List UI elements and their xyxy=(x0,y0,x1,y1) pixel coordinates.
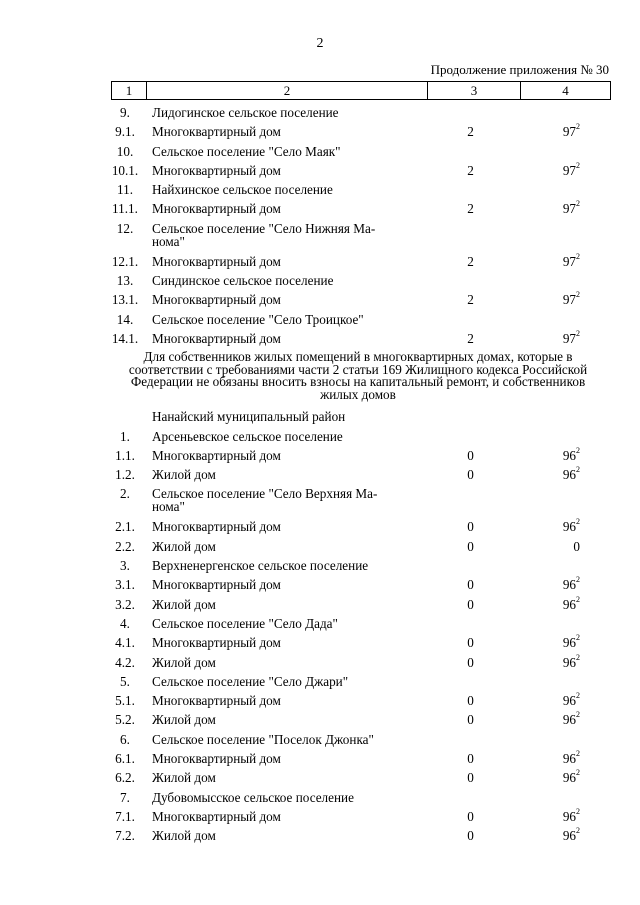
footnote-mark: 2 xyxy=(576,251,580,261)
row-col-4-text: 96 xyxy=(562,654,576,670)
row-name xyxy=(152,556,417,575)
row-name-text: Верхненергенское сельское поселение xyxy=(152,558,369,574)
row-number-text: 13.1. xyxy=(111,292,139,308)
row-col-4-text: 97 xyxy=(562,201,576,217)
row-name xyxy=(152,310,417,329)
row-name-text: Многоквартирный дом xyxy=(152,162,281,178)
row-number-text: 2. xyxy=(120,486,130,502)
row-name-text: Сельское поселение "Село Джари" xyxy=(152,673,349,689)
header-col-2: 2 xyxy=(146,82,427,99)
row-col-3-text: 0 xyxy=(467,519,474,535)
table-body xyxy=(0,103,640,846)
row-name xyxy=(152,807,417,826)
footnote-mark: 2 xyxy=(576,122,580,132)
row-name xyxy=(152,407,452,426)
row-name xyxy=(152,691,417,710)
row-col-4-text: 96 xyxy=(562,596,576,612)
row-name xyxy=(152,595,417,614)
row-col-3-text: 0 xyxy=(467,693,474,709)
row-col-3-text: 2 xyxy=(467,201,474,217)
row-name-text: Жилой дом xyxy=(152,828,216,844)
row-name xyxy=(152,465,417,484)
row-number-text: 1.1. xyxy=(115,447,135,463)
row-name xyxy=(152,710,417,729)
row-name-text: Многоквартирный дом xyxy=(152,635,281,651)
row-name xyxy=(152,768,417,787)
footnote-mark: 2 xyxy=(576,652,580,662)
footnote-mark: 2 xyxy=(576,199,580,209)
row-col-4 xyxy=(517,161,580,180)
row-number xyxy=(105,199,145,218)
row-name-text: Многоквартирный дом xyxy=(152,330,281,346)
row-name xyxy=(152,633,417,652)
row-number xyxy=(105,517,145,536)
table-row xyxy=(0,329,640,348)
row-col-4 xyxy=(517,691,580,710)
table-row xyxy=(0,730,640,749)
row-col-4-text: 96 xyxy=(562,577,576,593)
row-number-text: 6. xyxy=(120,731,130,747)
row-col-4-text: 97 xyxy=(562,162,576,178)
row-name xyxy=(152,329,417,348)
row-name xyxy=(152,290,417,309)
row-number-text: 14. xyxy=(116,311,134,327)
row-col-3 xyxy=(424,122,517,141)
row-col-3 xyxy=(424,199,517,218)
row-name-text: Сельское поселение "Село Дада" xyxy=(152,615,338,631)
table-row xyxy=(0,826,640,845)
row-name-text: Сельское поселение "Поселок Джонка" xyxy=(152,731,374,747)
row-number-text: 14.1. xyxy=(111,330,139,346)
table-row xyxy=(0,465,640,484)
row-number xyxy=(105,219,145,238)
row-col-3-text: 0 xyxy=(467,447,474,463)
row-name-text: Жилой дом xyxy=(152,712,216,728)
table-row xyxy=(0,407,640,426)
row-number-text: 1.2. xyxy=(115,467,135,483)
row-col-3 xyxy=(424,517,517,536)
section-note: Для собственников жилых помещений в многоквартирных домах, которые в соответствии с требованиями части 2 статьи 169 Жилищного кодекса Российской Федерации не обязаны вносить взносы на капитальный ремонт, и собственников жилых домов xyxy=(128,349,588,402)
row-number-text: 12. xyxy=(116,220,134,236)
table-row xyxy=(0,595,640,614)
row-name-text: Дубовомысское сельское поселение xyxy=(152,789,354,805)
table-row xyxy=(0,749,640,768)
row-col-4-text: 96 xyxy=(562,712,576,728)
footnote-mark: 2 xyxy=(576,160,580,170)
row-col-3 xyxy=(424,826,517,845)
table-row xyxy=(0,768,640,787)
row-name xyxy=(152,427,417,446)
table-row xyxy=(0,446,640,465)
row-name xyxy=(152,788,417,807)
row-col-4-text: 97 xyxy=(562,330,576,346)
row-number xyxy=(105,633,145,652)
row-name-text: Многоквартирный дом xyxy=(152,519,281,535)
row-number-text: 4.1. xyxy=(115,635,135,651)
row-number-text: 3.2. xyxy=(115,596,135,612)
row-col-3-text: 0 xyxy=(467,596,474,612)
row-number-text: 6.2. xyxy=(115,770,135,786)
row-col-4-text: 96 xyxy=(562,808,576,824)
row-name xyxy=(152,142,417,161)
row-name xyxy=(152,749,417,768)
row-number xyxy=(105,672,145,691)
row-col-4 xyxy=(517,465,580,484)
row-name xyxy=(152,653,417,672)
row-name-text: Жилой дом xyxy=(152,770,216,786)
row-number xyxy=(105,122,145,141)
row-col-3-text: 0 xyxy=(467,577,474,593)
row-col-3-text: 2 xyxy=(467,124,474,140)
row-name xyxy=(152,517,417,536)
page-number: 2 xyxy=(316,36,324,51)
row-number xyxy=(105,180,145,199)
footnote-mark: 2 xyxy=(576,806,580,816)
row-number-text: 5.2. xyxy=(115,712,135,728)
header-col-3: 3 xyxy=(427,82,520,99)
row-name-text: Сельское поселение "Село Нижняя Ма- нома" xyxy=(152,220,376,249)
row-number-text: 6.1. xyxy=(115,751,135,767)
table-row xyxy=(0,103,640,122)
footnote-mark: 2 xyxy=(576,594,580,604)
row-col-4 xyxy=(517,768,580,787)
row-number-text: 11. xyxy=(117,182,133,198)
row-col-3 xyxy=(424,465,517,484)
row-number-text: 10.1. xyxy=(111,162,139,178)
row-number-text: 11.1. xyxy=(112,201,138,217)
row-col-3 xyxy=(424,575,517,594)
row-col-4-text: 97 xyxy=(562,292,576,308)
row-number xyxy=(105,310,145,329)
row-number xyxy=(105,788,145,807)
row-col-3-text: 0 xyxy=(467,712,474,728)
row-name-text: Многоквартирный дом xyxy=(152,693,281,709)
row-number-text: 5.1. xyxy=(115,693,135,709)
row-number xyxy=(105,768,145,787)
footnote-mark: 2 xyxy=(576,465,580,475)
row-number xyxy=(105,595,145,614)
row-col-3 xyxy=(424,329,517,348)
table-row xyxy=(0,537,640,556)
row-name-text: Сельское поселение "Село Верхняя Ма- нома" xyxy=(152,486,378,515)
footnote-mark: 2 xyxy=(576,710,580,720)
table-row xyxy=(0,271,640,290)
row-number xyxy=(105,103,145,122)
row-name xyxy=(152,826,417,845)
row-col-4 xyxy=(517,446,580,465)
row-name xyxy=(152,730,417,749)
row-col-3-text: 0 xyxy=(467,751,474,767)
row-col-3-text: 2 xyxy=(467,292,474,308)
row-name-text: Жилой дом xyxy=(152,596,216,612)
table-row xyxy=(0,199,640,218)
row-col-3 xyxy=(424,768,517,787)
table-row xyxy=(0,310,640,329)
table-row xyxy=(0,517,640,536)
row-name xyxy=(152,161,417,180)
row-number-text: 9.1. xyxy=(115,124,135,140)
row-number-text: 7.2. xyxy=(115,828,135,844)
footnote-mark: 2 xyxy=(576,691,580,701)
row-name xyxy=(152,252,417,271)
row-number xyxy=(105,252,145,271)
row-number-text: 1. xyxy=(120,428,130,444)
row-col-3 xyxy=(424,653,517,672)
row-col-4-text: 0 xyxy=(573,538,580,554)
footnote-mark: 2 xyxy=(576,445,580,455)
row-name xyxy=(152,537,417,556)
table-row xyxy=(0,633,640,652)
table-row xyxy=(0,710,640,729)
row-name xyxy=(152,446,417,465)
row-number xyxy=(105,575,145,594)
row-col-3-text: 0 xyxy=(467,654,474,670)
row-col-3-text: 0 xyxy=(467,467,474,483)
table-row xyxy=(0,180,640,199)
row-name-text: Многоквартирный дом xyxy=(152,447,281,463)
row-name xyxy=(152,487,417,513)
row-number-text: 3.1. xyxy=(115,577,135,593)
row-col-4 xyxy=(517,653,580,672)
table-row xyxy=(0,653,640,672)
row-name-text: Синдинское сельское поселение xyxy=(152,273,334,289)
footnote-mark: 2 xyxy=(576,517,580,527)
row-number xyxy=(105,556,145,575)
footnote-mark: 2 xyxy=(576,826,580,836)
row-col-3-text: 2 xyxy=(467,253,474,269)
row-number xyxy=(105,142,145,161)
row-number-text: 2.1. xyxy=(115,519,135,535)
row-col-4-text: 96 xyxy=(562,751,576,767)
row-number-text: 10. xyxy=(116,143,134,159)
table-row xyxy=(0,575,640,594)
row-number xyxy=(105,749,145,768)
settlements-group-a xyxy=(0,103,640,348)
row-col-4 xyxy=(517,122,580,141)
row-name-text: Жилой дом xyxy=(152,538,216,554)
row-number xyxy=(105,484,145,503)
row-col-3-text: 0 xyxy=(467,828,474,844)
table-row xyxy=(0,556,640,575)
row-name-text: Многоквартирный дом xyxy=(152,292,281,308)
footnote-mark: 2 xyxy=(576,768,580,778)
row-col-4-text: 97 xyxy=(562,253,576,269)
table-row xyxy=(0,672,640,691)
row-col-3 xyxy=(424,537,517,556)
row-col-3-text: 2 xyxy=(467,162,474,178)
header-col-1: 1 xyxy=(125,82,133,98)
row-name-text: Найхинское сельское поселение xyxy=(152,182,333,198)
row-number-text: 3. xyxy=(120,558,130,574)
row-col-4 xyxy=(517,252,580,271)
row-number-text: 12.1. xyxy=(111,253,139,269)
row-number-text: 5. xyxy=(120,673,130,689)
row-number xyxy=(105,614,145,633)
row-name xyxy=(152,180,417,199)
row-number xyxy=(105,271,145,290)
row-col-4 xyxy=(517,633,580,652)
footnote-mark: 2 xyxy=(576,575,580,585)
table-row xyxy=(0,807,640,826)
table-row xyxy=(0,691,640,710)
row-col-3-text: 0 xyxy=(467,635,474,651)
row-number xyxy=(105,427,145,446)
row-number-text: 13. xyxy=(116,273,134,289)
row-col-4-text: 96 xyxy=(562,828,576,844)
row-col-4 xyxy=(517,595,580,614)
row-number-text: 7.1. xyxy=(115,808,135,824)
row-col-4 xyxy=(517,807,580,826)
row-col-3 xyxy=(424,446,517,465)
row-col-3 xyxy=(424,807,517,826)
row-number-text: 2.2. xyxy=(115,538,135,554)
row-name-text: Многоквартирный дом xyxy=(152,751,281,767)
table-row xyxy=(0,161,640,180)
row-number xyxy=(105,653,145,672)
row-number-text: 9. xyxy=(120,105,130,120)
row-number xyxy=(105,446,145,465)
table-header xyxy=(111,81,611,100)
table-row xyxy=(0,252,640,271)
row-name xyxy=(152,614,417,633)
row-name xyxy=(152,199,417,218)
row-col-4 xyxy=(517,710,580,729)
row-name-text: Арсеньевское сельское поселение xyxy=(152,428,343,444)
table-row xyxy=(0,614,640,633)
row-name-text: Жилой дом xyxy=(152,654,216,670)
row-name-text: Жилой дом xyxy=(152,467,216,483)
table-row xyxy=(0,219,640,252)
row-name xyxy=(152,122,417,141)
row-number xyxy=(105,730,145,749)
row-col-3 xyxy=(424,595,517,614)
row-name-text: Нанайский муниципальный район xyxy=(152,409,346,425)
row-col-3 xyxy=(424,252,517,271)
row-col-3 xyxy=(424,710,517,729)
row-number xyxy=(105,465,145,484)
row-col-4 xyxy=(517,826,580,845)
row-col-3-text: 0 xyxy=(467,538,474,554)
row-col-3 xyxy=(424,633,517,652)
table-row xyxy=(0,290,640,309)
row-name xyxy=(152,672,417,691)
row-name-text: Многоквартирный дом xyxy=(152,577,281,593)
row-number-text: 4. xyxy=(120,615,130,631)
table-row xyxy=(0,427,640,446)
row-number xyxy=(105,807,145,826)
row-col-4-text: 96 xyxy=(562,467,576,483)
row-col-4 xyxy=(517,199,580,218)
row-col-4 xyxy=(517,537,580,556)
table-row xyxy=(0,122,640,141)
row-col-3-text: 0 xyxy=(467,770,474,786)
row-name xyxy=(152,575,417,594)
row-col-4 xyxy=(517,749,580,768)
row-number xyxy=(105,161,145,180)
row-col-4-text: 97 xyxy=(562,124,576,140)
row-number xyxy=(105,290,145,309)
row-col-4 xyxy=(517,329,580,348)
row-col-4 xyxy=(517,290,580,309)
row-col-4 xyxy=(517,575,580,594)
row-name xyxy=(152,222,417,248)
row-number xyxy=(105,537,145,556)
footnote-mark: 2 xyxy=(576,749,580,759)
row-col-4-text: 96 xyxy=(562,447,576,463)
row-name-text: Сельское поселение "Село Маяк" xyxy=(152,143,341,159)
row-col-4 xyxy=(517,517,580,536)
row-name-text: Многоквартирный дом xyxy=(152,124,281,140)
footnote-mark: 2 xyxy=(576,290,580,300)
footnote-mark: 2 xyxy=(576,633,580,643)
row-col-4-text: 96 xyxy=(562,770,576,786)
row-col-4-text: 96 xyxy=(562,635,576,651)
row-col-3 xyxy=(424,161,517,180)
footnote-mark: 2 xyxy=(576,328,580,338)
row-number xyxy=(105,691,145,710)
row-col-3-text: 0 xyxy=(467,808,474,824)
settlements-group-b xyxy=(0,407,640,845)
row-name xyxy=(152,103,417,122)
row-col-3 xyxy=(424,290,517,309)
row-number xyxy=(105,826,145,845)
row-name-text: Многоквартирный дом xyxy=(152,808,281,824)
row-number xyxy=(105,710,145,729)
table-row xyxy=(0,142,640,161)
row-number-text: 4.2. xyxy=(115,654,135,670)
row-name-text: Многоквартирный дом xyxy=(152,201,281,217)
appendix-note: Продолжение приложения № 30 xyxy=(430,62,609,77)
row-number xyxy=(105,329,145,348)
table-row xyxy=(0,484,640,517)
row-col-3-text: 2 xyxy=(467,330,474,346)
row-name-text: Многоквартирный дом xyxy=(152,253,281,269)
row-name-text: Сельское поселение "Село Троицкое" xyxy=(152,311,364,327)
row-col-4-text: 96 xyxy=(562,519,576,535)
row-number-text: 7. xyxy=(120,789,130,805)
header-col-4: 4 xyxy=(520,82,610,99)
row-name-text: Лидогинское сельское поселение xyxy=(152,105,339,120)
table-row xyxy=(0,788,640,807)
row-col-3 xyxy=(424,691,517,710)
row-name xyxy=(152,271,417,290)
row-col-4-text: 96 xyxy=(562,693,576,709)
row-col-3 xyxy=(424,749,517,768)
